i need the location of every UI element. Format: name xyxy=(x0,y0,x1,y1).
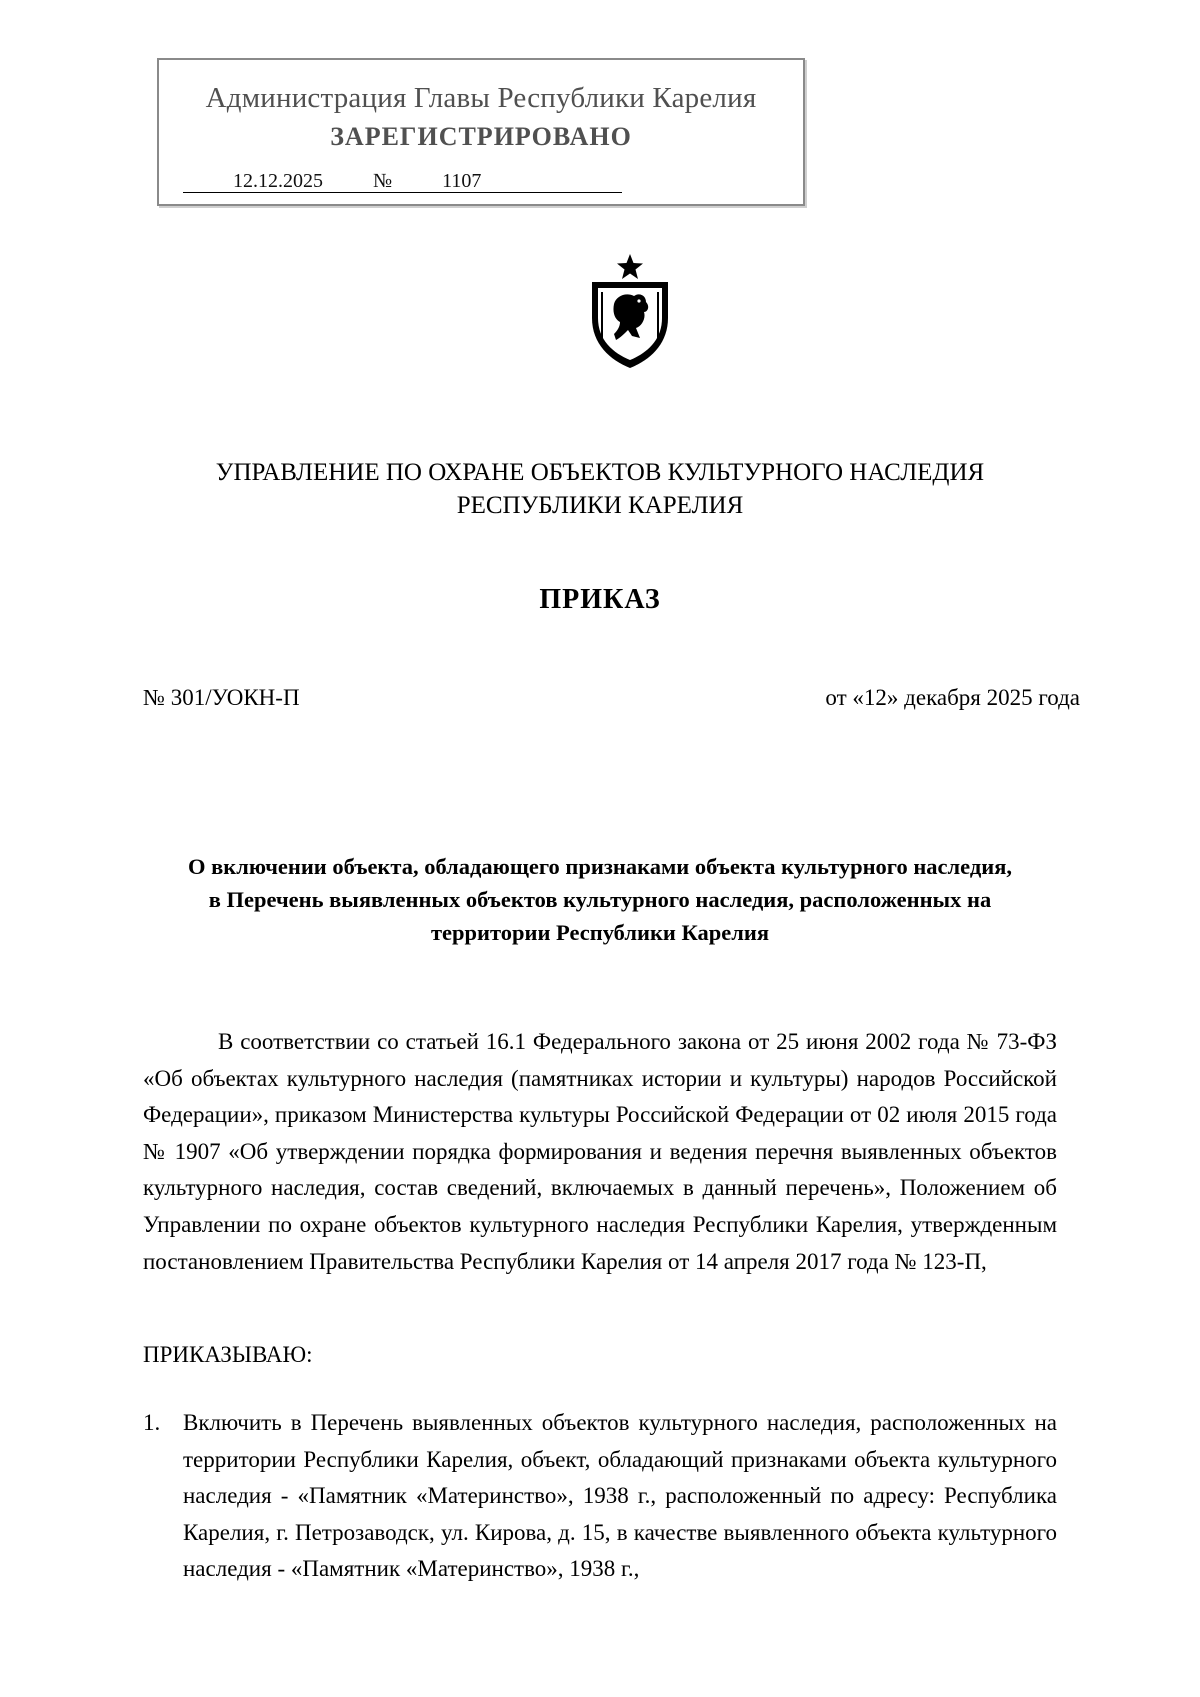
stamp-status: ЗАРЕГИСТРИРОВАНО xyxy=(330,122,632,151)
coat-of-arms-karelia-icon xyxy=(584,252,676,370)
stamp-registration-line xyxy=(183,170,622,193)
subject-line-3: территории Республики Карелия xyxy=(430,920,770,945)
stamp-number: 1107 xyxy=(392,170,622,193)
preamble-paragraph: В соответствии со статьей 16.1 Федерального закона от 25 июня 2002 года № 73-ФЗ «Об объектах культурного наследия (памятниках истории и культуры) народов Российской Федерации», приказом Министерства культуры Российской Федерации от 02 июля 2015 года № 1907 «Об утверждении порядка формирования и ведения перечня выявленных объектов культурного наследия, состав сведений, включаемых в данный перечень», Положением об Управлении по охране объектов культурного наследия Республики Карелия, утвержденным постановлением Правительства Республики Карелия от 14 апреля 2017 года № 123-П, xyxy=(143,1029,1057,1274)
order-date: от «12» декабря 2025 года xyxy=(825,685,1080,710)
order-number: № 301/УОКН-П xyxy=(143,685,300,710)
stamp-date: 12.12.2025 xyxy=(183,170,373,193)
stamp-organization: Администрация Главы Республики Карелия xyxy=(205,82,757,114)
order-subject xyxy=(140,850,1060,949)
order-items xyxy=(143,1405,1057,1588)
issuing-authority xyxy=(140,456,1060,522)
item-text: Включить в Перечень выявленных объектов культурного наследия, расположенных на территории Республики Карелия, объект, обладающий признаками объекта культурного наследия - «Памятник «Материнство», 1938 г., расположенный по адресу: Республика Карелия, г. Петрозаводск, ул. Кирова, д. 15, в качестве выявленного объекта культурного наследия - «Памятник «Материнство», 1938 г., xyxy=(183,1410,1057,1582)
authority-line-2: РЕСПУБЛИКИ КАРЕЛИЯ xyxy=(456,492,744,519)
authority-line-1: УПРАВЛЕНИЕ ПО ОХРАНЕ ОБЪЕКТОВ КУЛЬТУРНОГО НАСЛЕДИЯ xyxy=(215,459,985,486)
document-type: ПРИКАЗ xyxy=(539,584,661,615)
subject-line-2: в Перечень выявленных объектов культурного наследия, расположенных на xyxy=(208,887,992,912)
stamp-number-sign: № xyxy=(373,170,393,192)
registration-stamp xyxy=(157,58,805,206)
order-directive: ПРИКАЗЫВАЮ: xyxy=(143,1342,313,1367)
order-item xyxy=(143,1405,1057,1588)
subject-line-1: О включении объекта, обладающего признаками объекта культурного наследия, xyxy=(188,854,1012,879)
item-number: 1. xyxy=(143,1410,161,1435)
